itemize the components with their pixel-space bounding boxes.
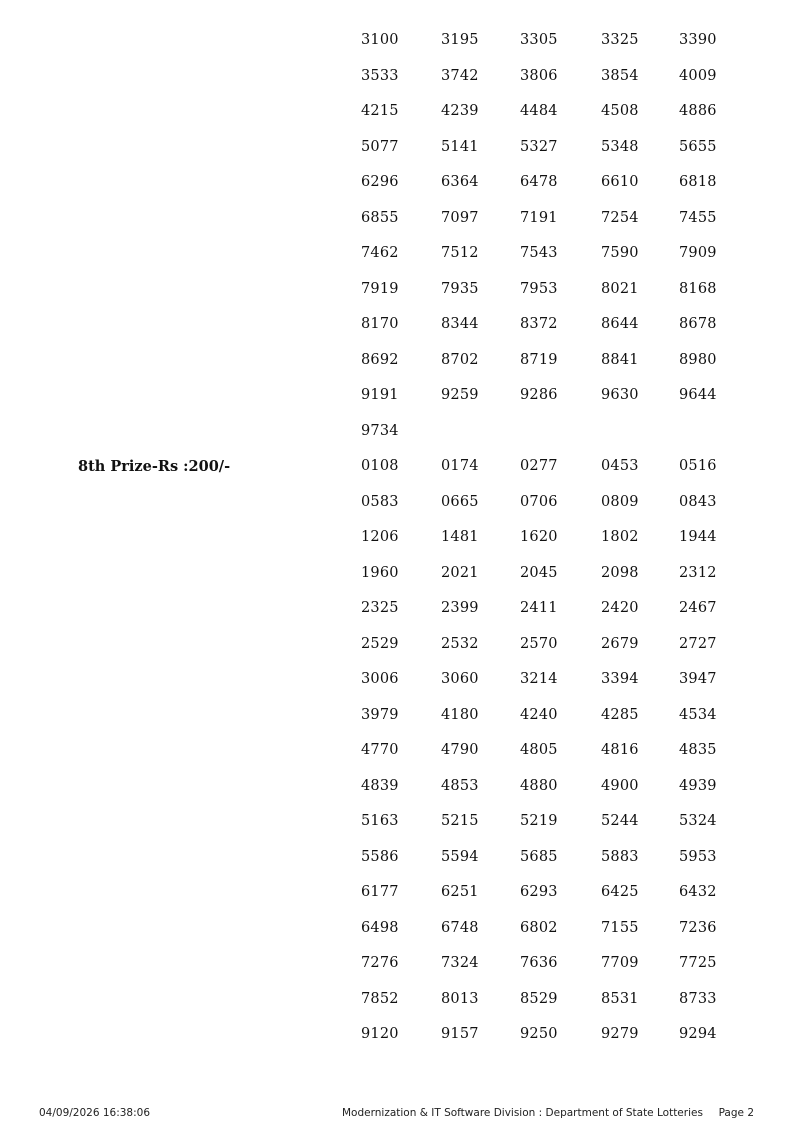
winning-number: 4285 bbox=[601, 706, 639, 723]
winning-number: 1481 bbox=[441, 529, 479, 545]
winning-number: 5163 bbox=[361, 813, 399, 829]
winning-number: 8170 bbox=[361, 316, 399, 332]
winning-number: 3195 bbox=[441, 32, 479, 48]
winning-number: 3214 bbox=[520, 671, 558, 687]
winning-number: 7909 bbox=[679, 245, 717, 261]
winning-number: 6748 bbox=[441, 919, 479, 936]
result-row bbox=[0, 982, 800, 1018]
winning-number: 1620 bbox=[520, 529, 558, 545]
winning-number: 5348 bbox=[601, 138, 639, 155]
winning-number: 3100 bbox=[361, 32, 399, 48]
winning-number: 7155 bbox=[601, 919, 639, 936]
result-row bbox=[0, 272, 800, 308]
winning-number: 2529 bbox=[361, 635, 399, 652]
winning-number: 9279 bbox=[601, 1026, 639, 1042]
winning-number: 6364 bbox=[441, 174, 479, 190]
winning-number: 5327 bbox=[520, 138, 558, 155]
winning-number: 4508 bbox=[601, 103, 639, 119]
winning-number: 3742 bbox=[441, 67, 479, 84]
result-row bbox=[0, 59, 800, 95]
winning-number: 2411 bbox=[520, 600, 558, 616]
winning-number: 8644 bbox=[601, 316, 639, 332]
winning-number: 5244 bbox=[601, 813, 639, 829]
winning-number: 5215 bbox=[441, 813, 479, 829]
winning-number: 0174 bbox=[441, 458, 479, 474]
winning-number: 7512 bbox=[441, 245, 479, 261]
winning-number: 7097 bbox=[441, 209, 479, 226]
winning-number: 6498 bbox=[361, 919, 399, 936]
winning-number: 3305 bbox=[520, 32, 558, 48]
winning-number: 9644 bbox=[679, 387, 717, 403]
winning-number: 8013 bbox=[441, 990, 479, 1007]
winning-number: 0665 bbox=[441, 493, 479, 510]
winning-number: 9259 bbox=[441, 387, 479, 403]
winning-number: 7636 bbox=[520, 955, 558, 971]
winning-number: 0809 bbox=[601, 493, 639, 510]
result-row bbox=[0, 165, 800, 201]
winning-number: 3325 bbox=[601, 32, 639, 48]
winning-number: 5685 bbox=[520, 848, 558, 865]
winning-number: 7324 bbox=[441, 955, 479, 971]
winning-number: 8344 bbox=[441, 316, 479, 332]
winning-number: 3006 bbox=[361, 671, 399, 687]
winning-number: 4835 bbox=[679, 742, 717, 758]
winning-number: 5077 bbox=[361, 138, 399, 155]
winning-number: 9120 bbox=[361, 1026, 399, 1042]
winning-number: 6432 bbox=[679, 884, 717, 900]
winning-number: 7919 bbox=[361, 280, 399, 297]
winning-number: 3394 bbox=[601, 671, 639, 687]
winning-number: 5953 bbox=[679, 848, 717, 865]
result-row bbox=[0, 414, 800, 450]
winning-number: 4805 bbox=[520, 742, 558, 758]
winning-number: 7455 bbox=[679, 209, 717, 226]
winning-number: 7725 bbox=[679, 955, 717, 971]
footer-timestamp: 04/09/2026 16:38:06 bbox=[39, 1107, 151, 1119]
winning-number: 3854 bbox=[601, 67, 639, 84]
winning-number: 9250 bbox=[520, 1026, 558, 1042]
winning-number: 0277 bbox=[520, 458, 558, 474]
winning-number: 7590 bbox=[601, 245, 639, 261]
result-row bbox=[0, 378, 800, 414]
winning-number: 8733 bbox=[679, 990, 717, 1007]
result-row bbox=[0, 485, 800, 521]
result-row bbox=[0, 804, 800, 840]
winning-number: 9157 bbox=[441, 1026, 479, 1042]
winning-number: 7191 bbox=[520, 209, 558, 226]
winning-number: 8529 bbox=[520, 990, 558, 1007]
result-row bbox=[0, 840, 800, 876]
winning-number: 6855 bbox=[361, 209, 399, 226]
winning-number: 1960 bbox=[361, 564, 399, 581]
winning-number: 4770 bbox=[361, 742, 399, 758]
winning-number: 8719 bbox=[520, 351, 558, 368]
winning-number: 6610 bbox=[601, 174, 639, 190]
winning-number: 4816 bbox=[601, 742, 639, 758]
winning-number: 3806 bbox=[520, 67, 558, 84]
winning-number: 9191 bbox=[361, 387, 399, 403]
winning-number: 3390 bbox=[679, 32, 717, 48]
result-row bbox=[0, 94, 800, 130]
result-row bbox=[0, 591, 800, 627]
result-row bbox=[0, 520, 800, 556]
winning-number: 4215 bbox=[361, 103, 399, 119]
winning-number: 2399 bbox=[441, 600, 479, 616]
result-row bbox=[0, 556, 800, 592]
winning-number: 6177 bbox=[361, 884, 399, 900]
winning-number: 2420 bbox=[601, 600, 639, 616]
winning-number: 7953 bbox=[520, 280, 558, 297]
prize-results-grid bbox=[0, 23, 800, 1053]
winning-number: 4900 bbox=[601, 777, 639, 794]
result-row bbox=[0, 769, 800, 805]
result-row bbox=[0, 201, 800, 237]
winning-number: 1944 bbox=[679, 529, 717, 545]
winning-number: 6802 bbox=[520, 919, 558, 936]
winning-number: 2325 bbox=[361, 600, 399, 616]
winning-number: 6425 bbox=[601, 884, 639, 900]
winning-number: 8980 bbox=[679, 351, 717, 368]
winning-number: 5586 bbox=[361, 848, 399, 865]
winning-number: 0583 bbox=[361, 493, 399, 510]
winning-number: 8702 bbox=[441, 351, 479, 368]
winning-number: 2679 bbox=[601, 635, 639, 652]
winning-number: 8531 bbox=[601, 990, 639, 1007]
winning-number: 3533 bbox=[361, 67, 399, 84]
winning-number: 9286 bbox=[520, 387, 558, 403]
page-footer bbox=[0, 1104, 800, 1122]
winning-number: 4239 bbox=[441, 103, 479, 119]
winning-number: 7709 bbox=[601, 955, 639, 971]
winning-number: 2021 bbox=[441, 564, 479, 581]
footer-division: Modernization & IT Software Division : Department of State Lotteries bbox=[342, 1107, 703, 1119]
winning-number: 3979 bbox=[361, 706, 399, 723]
winning-number: 8168 bbox=[679, 280, 717, 297]
winning-number: 6296 bbox=[361, 174, 399, 190]
result-row bbox=[0, 698, 800, 734]
winning-number: 6478 bbox=[520, 174, 558, 190]
winning-number: 7852 bbox=[361, 990, 399, 1007]
winning-number: 4484 bbox=[520, 103, 558, 119]
winning-number: 4880 bbox=[520, 777, 558, 794]
result-row bbox=[0, 662, 800, 698]
winning-number: 7254 bbox=[601, 209, 639, 226]
winning-number: 0108 bbox=[361, 458, 399, 474]
winning-number: 8678 bbox=[679, 316, 717, 332]
winning-number: 0516 bbox=[679, 458, 717, 474]
winning-number: 4790 bbox=[441, 742, 479, 758]
winning-number: 9734 bbox=[361, 422, 399, 439]
result-row bbox=[0, 236, 800, 272]
winning-number: 5141 bbox=[441, 138, 479, 155]
winning-number: 9630 bbox=[601, 387, 639, 403]
winning-number: 2467 bbox=[679, 600, 717, 616]
winning-number: 2570 bbox=[520, 635, 558, 652]
winning-number: 7935 bbox=[441, 280, 479, 297]
winning-number: 7236 bbox=[679, 919, 717, 936]
result-row bbox=[0, 733, 800, 769]
result-row bbox=[0, 343, 800, 379]
winning-number: 0843 bbox=[679, 493, 717, 510]
result-row bbox=[0, 449, 800, 485]
winning-number: 2098 bbox=[601, 564, 639, 581]
winning-number: 4939 bbox=[679, 777, 717, 794]
winning-number: 4240 bbox=[520, 706, 558, 723]
winning-number: 7462 bbox=[361, 245, 399, 261]
winning-number: 2312 bbox=[679, 564, 717, 581]
winning-number: 2727 bbox=[679, 635, 717, 652]
result-row bbox=[0, 627, 800, 663]
winning-number: 6818 bbox=[679, 174, 717, 190]
result-row bbox=[0, 130, 800, 166]
winning-number: 5324 bbox=[679, 813, 717, 829]
winning-number: 8021 bbox=[601, 280, 639, 297]
result-row bbox=[0, 946, 800, 982]
result-row bbox=[0, 23, 800, 59]
winning-number: 2045 bbox=[520, 564, 558, 581]
winning-number: 5655 bbox=[679, 138, 717, 155]
winning-number: 2532 bbox=[441, 635, 479, 652]
winning-number: 5219 bbox=[520, 813, 558, 829]
prize-label: 8th Prize-Rs :200/- bbox=[78, 458, 231, 475]
winning-number: 5594 bbox=[441, 848, 479, 865]
winning-number: 3947 bbox=[679, 671, 717, 687]
footer-page-number: Page 2 bbox=[718, 1107, 754, 1119]
winning-number: 7276 bbox=[361, 955, 399, 971]
winning-number: 0453 bbox=[601, 458, 639, 474]
winning-number: 4839 bbox=[361, 777, 399, 794]
winning-number: 8372 bbox=[520, 316, 558, 332]
winning-number: 4853 bbox=[441, 777, 479, 794]
result-row bbox=[0, 911, 800, 947]
result-row bbox=[0, 1017, 800, 1053]
winning-number: 1802 bbox=[601, 529, 639, 545]
winning-number: 4534 bbox=[679, 706, 717, 723]
winning-number: 3060 bbox=[441, 671, 479, 687]
winning-number: 4009 bbox=[679, 67, 717, 84]
winning-number: 8841 bbox=[601, 351, 639, 368]
winning-number: 6293 bbox=[520, 884, 558, 900]
winning-number: 4180 bbox=[441, 706, 479, 723]
winning-number: 1206 bbox=[361, 529, 399, 545]
winning-number: 5883 bbox=[601, 848, 639, 865]
winning-number: 9294 bbox=[679, 1026, 717, 1042]
winning-number: 7543 bbox=[520, 245, 558, 261]
result-row bbox=[0, 307, 800, 343]
result-row bbox=[0, 875, 800, 911]
winning-number: 6251 bbox=[441, 884, 479, 900]
winning-number: 4886 bbox=[679, 103, 717, 119]
winning-number: 0706 bbox=[520, 493, 558, 510]
winning-number: 8692 bbox=[361, 351, 399, 368]
